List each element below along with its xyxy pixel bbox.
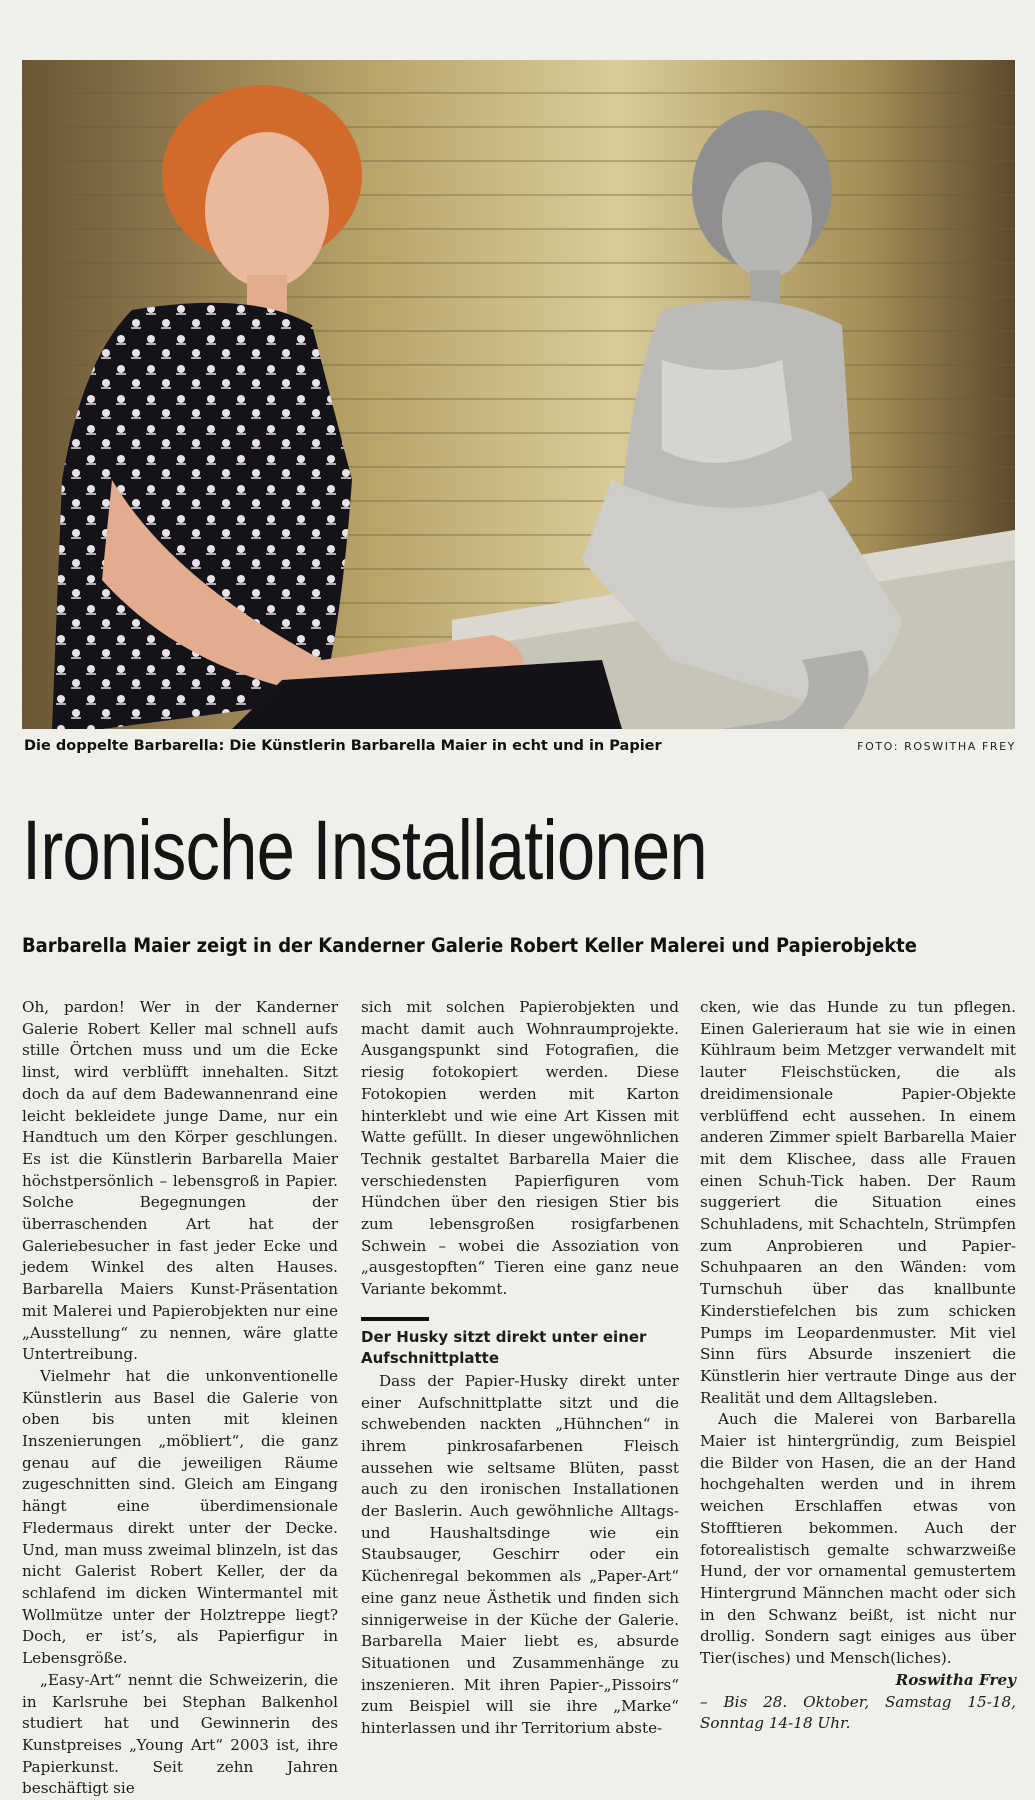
paragraph: Dass der Papier-Husky direkt unter einer Aufschnittplatte sitzt und die schwebenden nackten „Hühnchen“ in ihrem pinkrosafarbenen Fleisch aussehen wie seltsame Blüten, passt auch zu den ironischen Installationen der Baslerin. Auch gewöhnliche Alltags- und Haushaltsdinge wie ein Staubsauger, Geschirr oder ein Küchenregal bekommen als „Paper-Art“ eine ganz neue Ästhetik und finden sich sinnigerweise in der Küche der Galerie. Barbarella Maier liebt es, absurde Situationen und Zusammenhänge zu inszenieren. Mit ihren Papier-„Pissoirs“ zum Beispiel will sie ihre „Marke“ hinterlassen und ihr Territorium abste- bbox=[361, 1371, 679, 1738]
article-photo bbox=[22, 60, 1015, 729]
article-column-3 bbox=[700, 997, 1016, 1735]
paragraph: Oh, pardon! Wer in der Kanderner Galerie Robert Keller mal schnell aufs stille Örtchen muss und um die Ecke linst, wird verblüfft innehalten. Sitzt doch da auf dem Badewannenrand eine leicht bekleidete junge Dame, nur ein Handtuch um den Körper geschlungen. Es ist die Künstlerin Barbarella Maier höchstpersönlich – lebensgroß in Papier. Solche Begegnungen der überraschenden Art hat der Galeriebesucher in fast jeder Ecke und jedem Winkel des alten Hauses. Barbarella Maiers Kunst-Präsentation mit Malerei und Papierobjekten nur eine „Ausstellung“ zu nennen, wäre glatte Untertreibung. bbox=[22, 998, 338, 1364]
section-divider bbox=[361, 1317, 429, 1321]
interheadline: Der Husky sitzt direkt unter einer Aufschnittplatte bbox=[361, 1327, 647, 1367]
paragraph: sich mit solchen Papierobjekten und macht damit auch Wohnraumprojekte. Ausgangspunkt sind Fotografien, die riesig fotokopiert werden. Diese Fotokopien werden mit Karton hinterklebt und wie eine Art Kissen mit Watte gefüllt. In dieser ungewöhnlichen Technik gestaltet Barbarella Maier die verschiedensten Papierfiguren vom Hündchen über den riesigen Stier bis zum lebensgroßen rosigfarbenen Schwein – wobei die Assoziation von „ausgestopften“ Tieren eine ganz neue Variante bekommt. bbox=[361, 998, 679, 1299]
article-column-1 bbox=[22, 997, 338, 1800]
caption-text: Die doppelte Barbarella: Die Künstlerin Barbarella Maier in echt und in Papier bbox=[24, 738, 662, 754]
photo-illustration bbox=[22, 60, 1015, 729]
article-headline: Ironische Installationen bbox=[22, 803, 707, 897]
article-column-2 bbox=[361, 997, 679, 1740]
article-subhead: Barbarella Maier zeigt in der Kanderner Galerie Robert Keller Malerei und Papierobjekte bbox=[22, 934, 917, 957]
paragraph: cken, wie das Hunde zu tun pflegen. Einen Galerieraum hat sie wie in einen Kühlraum beim Metzger verwandelt mit lauter Fleischstücken, die als dreidimensionale Papier-Objekte verblüffend echt aussehen. In einem anderen Zimmer spielt Barbarella Maier mit dem Klischee, dass alle Frauen einen Schuh-Tick haben. Der Raum suggeriert die Situation eines Schuhladens, mit Schachteln, Strümpfen zum Anprobieren und Papier-Schuhpaaren an den Wänden: vom Turnschuh über das knallbunte Kinderstiefelchen bis zum schicken Pumps im Leopardenmuster. Mit viel Sinn fürs Absurde inszeniert die Künstlerin hier vertraute Dinge aus der Realität und dem Alltagsleben. bbox=[700, 998, 1016, 1407]
photo-caption bbox=[24, 738, 1016, 758]
author-name: Roswitha Frey bbox=[895, 1670, 1016, 1689]
paragraph: Auch die Malerei von Barbarella Maier ist hintergründig, zum Beispiel die Bilder von Hasen, die an der Hand hochgehalten werden und in ihrem weichen Erschlaffen etwas von Stofftieren bekommen. Auch der fotorealistisch gemalte schwarzweiße Hund, der vor ornamental gemustertem Hintergrund Männchen macht oder sich in den Schwanz beißt, ist nicht nur drollig. Sondern sagt einiges aus über Tier(isches) und Mensch(liches). bbox=[700, 1410, 1016, 1668]
paragraph: Vielmehr hat die unkonventionelle Künstlerin aus Basel die Galerie von oben bis unten mit kleinen Inszenierungen „möbliert“, die ganz genau auf die jeweiligen Räume zugeschnitten sind. Gleich am Eingang hängt eine überdimensionale Fledermaus direkt unter der Decke. Und, man muss zweimal blinzeln, ist das nicht Galerist Robert Keller, der da schlafend im dicken Wintermantel mit Wollmütze unter der Holztreppe liegt? Doch, er ist’s, als Papierfigur in Lebensgröße. bbox=[22, 1366, 338, 1668]
photo-credit: FOTO: ROSWITHA FREY bbox=[857, 740, 1016, 753]
exhibition-dates: – Bis 28. Oktober, Samstag 15-18, Sonntag 14-18 Uhr. bbox=[700, 1692, 1016, 1733]
paragraph: „Easy-Art“ nennt die Schweizerin, die in Karlsruhe bei Stephan Balkenhol studiert hat und Gewinnerin des Kunstpreises „Young Art“ 2003 ist, ihre Papierkunst. Seit zehn Jahren beschäftigt sie bbox=[22, 1670, 338, 1798]
